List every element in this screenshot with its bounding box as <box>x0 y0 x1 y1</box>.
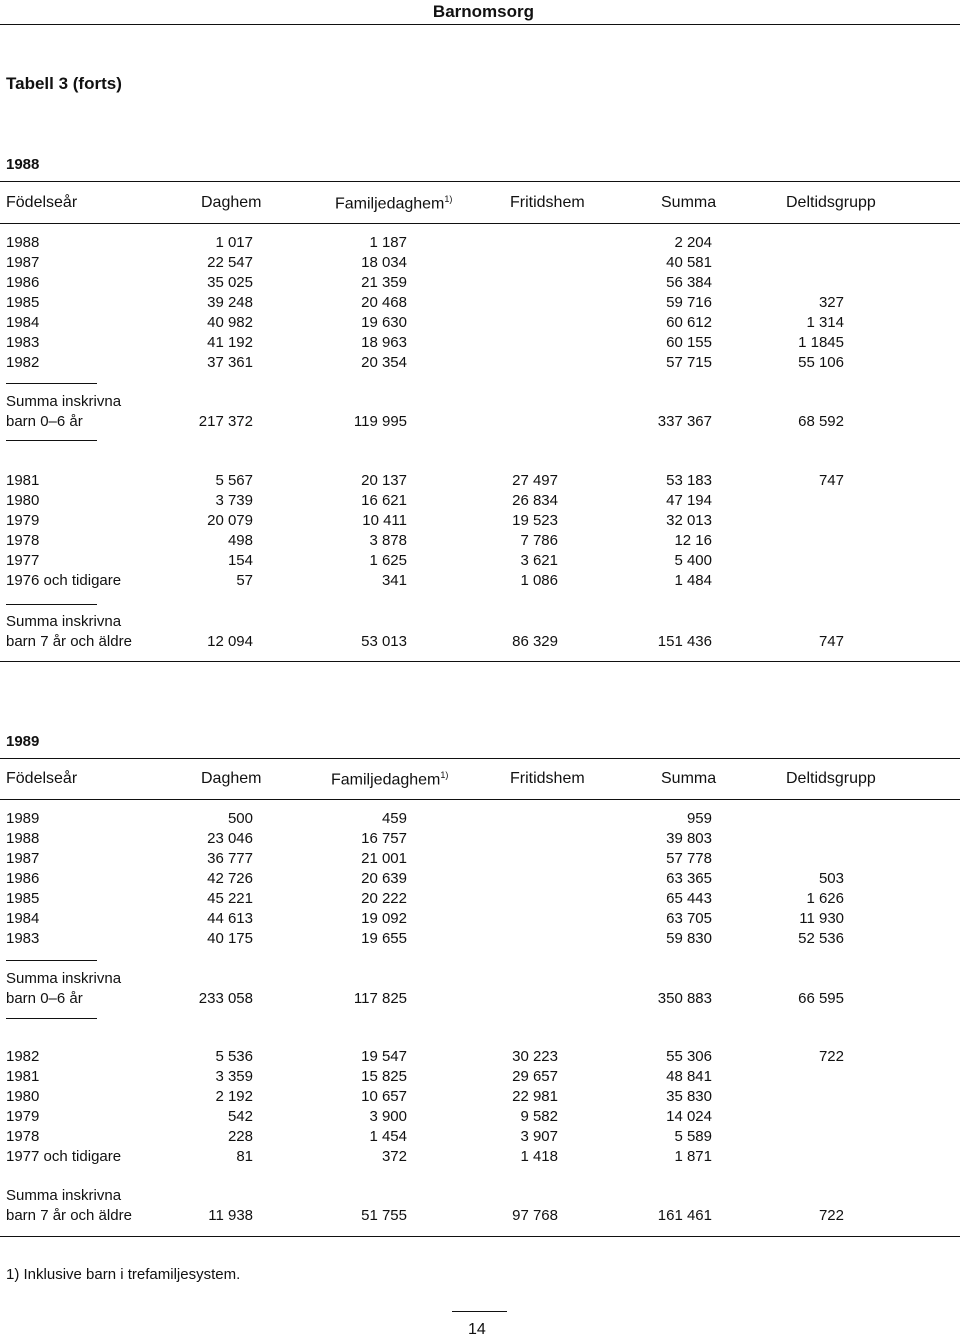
section-header: Barnomsorg <box>432 2 534 21</box>
row-label: 1978 <box>6 1128 40 1145</box>
table-row <box>0 1048 960 1068</box>
cell-value: 19 630 <box>361 314 407 331</box>
cell-value: 722 <box>818 1048 844 1065</box>
cell-value: 32 013 <box>666 512 712 529</box>
cell-value: 39 803 <box>666 830 712 847</box>
cell-value: 81 <box>236 1148 253 1165</box>
row-label: 1987 <box>6 850 40 867</box>
row-label: 1976 och tidigare <box>6 572 122 589</box>
header-rule <box>0 24 960 25</box>
cell-value: 747 <box>818 472 844 489</box>
cell-value: 35 025 <box>207 274 253 291</box>
cell-value: 1 187 <box>369 234 407 251</box>
table-row <box>0 532 960 552</box>
sum-rule <box>6 440 97 441</box>
cell-value: 18 963 <box>361 334 407 351</box>
cell-value: 20 222 <box>361 890 407 907</box>
table-row <box>0 234 960 254</box>
cell-value: 16 621 <box>361 492 407 509</box>
row-label: 1982 <box>6 1048 40 1065</box>
sum-row-7plus-1989: barn 7 år och äldre 11 938 51 755 97 768 161 461 722 <box>6 1207 844 1224</box>
cell-value: 9 582 <box>520 1108 558 1125</box>
cell-value: 154 <box>227 552 253 569</box>
table-row <box>0 1128 960 1148</box>
table-title: Tabell 3 (forts) <box>6 74 122 93</box>
section-end-rule-1988 <box>0 661 960 662</box>
col-header-fritidshem: Fritidshem <box>510 770 585 787</box>
cell-value: 21 001 <box>361 850 407 867</box>
cell-value: 1 314 <box>806 314 844 331</box>
table-row <box>0 354 960 374</box>
col-header-deltidsgrupp: Deltidsgrupp <box>786 194 876 211</box>
page-number: 14 <box>468 1321 486 1338</box>
table-row <box>0 890 960 910</box>
cell-value: 57 715 <box>666 354 712 371</box>
col-header-daghem: Daghem <box>201 770 262 787</box>
cell-value: 39 248 <box>207 294 253 311</box>
row-label: 1982 <box>6 354 40 371</box>
sum-row-0-6-1988: barn 0–6 år 217 372 119 995 337 367 68 592 <box>6 413 844 430</box>
year-heading-1989: 1989 <box>6 733 40 750</box>
cell-value: 20 468 <box>361 294 407 311</box>
cell-value: 20 354 <box>361 354 407 371</box>
cell-value: 15 825 <box>361 1068 407 1085</box>
sum-row-label1: Summa inskrivna <box>6 970 122 987</box>
table-row <box>0 1148 960 1168</box>
sum-rule <box>6 604 97 605</box>
row-label: 1986 <box>6 870 40 887</box>
sum-row-7plus-1988: barn 7 år och äldre 12 094 53 013 86 329 151 436 747 <box>6 633 844 650</box>
row-label: 1981 <box>6 1068 40 1085</box>
table-row <box>0 472 960 492</box>
cell-value: 16 757 <box>361 830 407 847</box>
cell-value: 63 365 <box>666 870 712 887</box>
cell-value: 52 536 <box>798 930 844 947</box>
cell-value: 3 900 <box>369 1108 407 1125</box>
cell-value: 37 361 <box>207 354 253 371</box>
cell-value: 1 626 <box>806 890 844 907</box>
column-header-row-1988 <box>0 194 960 214</box>
col-header-daghem: Daghem <box>201 194 262 211</box>
cell-value: 45 221 <box>207 890 253 907</box>
cell-value: 1 484 <box>674 572 712 589</box>
cell-value: 498 <box>227 532 253 549</box>
cell-value: 959 <box>686 810 712 827</box>
page-number-rule <box>452 1311 507 1312</box>
col-header-deltidsgrupp: Deltidsgrupp <box>786 770 876 787</box>
table-row <box>0 314 960 334</box>
section-rule-1988 <box>0 181 960 182</box>
cell-value: 35 830 <box>666 1088 712 1105</box>
col-header-birthyear: Födelseår <box>6 770 78 787</box>
cell-value: 36 777 <box>207 850 253 867</box>
cell-value: 65 443 <box>666 890 712 907</box>
row-label: 1979 <box>6 512 40 529</box>
cell-value: 14 024 <box>666 1108 712 1125</box>
cell-value: 20 079 <box>207 512 253 529</box>
cell-value: 11 930 <box>799 910 844 927</box>
cell-value: 3 878 <box>369 532 407 549</box>
col-header-summa: Summa <box>661 194 717 211</box>
cell-value: 40 982 <box>207 314 253 331</box>
col-header-familjedaghem: Familjedaghem$^{1)}$ <box>335 194 453 213</box>
column-header-rule-1988 <box>0 223 960 224</box>
cell-value: 18 034 <box>361 254 407 271</box>
cell-value: 503 <box>818 870 844 887</box>
row-label: 1980 <box>6 1088 40 1105</box>
sum-row-0-6-1989: barn 0–6 år 233 058 117 825 350 883 66 595 <box>6 990 844 1007</box>
row-label: 1985 <box>6 294 40 311</box>
cell-value: 459 <box>381 810 407 827</box>
cell-value: 40 581 <box>666 254 712 271</box>
cell-value: 56 384 <box>666 274 712 291</box>
cell-value: 19 547 <box>361 1048 407 1065</box>
col-header-fritidshem: Fritidshem <box>510 194 585 211</box>
cell-value: 2 192 <box>215 1088 253 1105</box>
cell-value: 12 16 <box>674 532 712 549</box>
row-label: 1977 och tidigare <box>6 1148 122 1165</box>
cell-value: 10 411 <box>362 512 407 529</box>
cell-value: 5 589 <box>674 1128 712 1145</box>
cell-value: 1 625 <box>369 552 407 569</box>
cell-value: 1 418 <box>520 1148 558 1165</box>
row-label: 1977 <box>6 552 40 569</box>
table-row <box>0 1088 960 1108</box>
cell-value: 57 <box>236 572 253 589</box>
cell-value: 44 613 <box>207 910 253 927</box>
table-row <box>0 552 960 572</box>
cell-value: 21 359 <box>361 274 407 291</box>
cell-value: 57 778 <box>666 850 712 867</box>
cell-value: 1 1845 <box>798 334 844 351</box>
row-label: 1987 <box>6 254 40 271</box>
cell-value: 48 841 <box>666 1068 712 1085</box>
row-label: 1988 <box>6 234 40 251</box>
cell-value: 30 223 <box>512 1048 558 1065</box>
row-label: 1984 <box>6 314 40 331</box>
row-label: 1984 <box>6 910 40 927</box>
cell-value: 3 621 <box>520 552 558 569</box>
footnote: 1) Inklusive barn i trefamiljesystem. <box>6 1266 241 1283</box>
cell-value: 542 <box>227 1108 253 1125</box>
cell-value: 59 716 <box>666 294 712 311</box>
row-label: 1981 <box>6 472 40 489</box>
cell-value: 3 739 <box>215 492 253 509</box>
cell-value: 22 981 <box>512 1088 558 1105</box>
table-row <box>0 870 960 890</box>
cell-value: 53 183 <box>666 472 712 489</box>
table-row <box>0 294 960 314</box>
sum-row-label1: Summa inskrivna <box>6 613 122 630</box>
cell-value: 40 175 <box>207 930 253 947</box>
cell-value: 10 657 <box>361 1088 407 1105</box>
row-label: 1980 <box>6 492 40 509</box>
sum-rule <box>6 383 97 384</box>
sum-rule <box>6 960 97 961</box>
cell-value: 3 359 <box>215 1068 253 1085</box>
row-label: 1983 <box>6 930 40 947</box>
table-row <box>0 334 960 354</box>
cell-value: 2 204 <box>674 234 712 251</box>
row-label: 1986 <box>6 274 40 291</box>
col-header-summa: Summa <box>661 770 717 787</box>
cell-value: 29 657 <box>512 1068 558 1085</box>
cell-value: 47 194 <box>666 492 712 509</box>
section-end-rule-1989 <box>0 1236 960 1237</box>
column-header-row-1989 <box>0 770 960 790</box>
row-label: 1985 <box>6 890 40 907</box>
row-label: 1983 <box>6 334 40 351</box>
year-heading-1988: 1988 <box>6 156 40 173</box>
table-row <box>0 850 960 870</box>
table-row <box>0 512 960 532</box>
table-row <box>0 810 960 830</box>
row-label: 1989 <box>6 810 40 827</box>
table-row <box>0 910 960 930</box>
col-header-birthyear: Födelseår <box>6 194 78 211</box>
cell-value: 327 <box>818 294 844 311</box>
table-row <box>0 274 960 294</box>
cell-value: 1 017 <box>215 234 253 251</box>
cell-value: 63 705 <box>666 910 712 927</box>
cell-value: 1 454 <box>369 1128 407 1145</box>
cell-value: 500 <box>227 810 253 827</box>
cell-value: 1 086 <box>520 572 558 589</box>
cell-value: 41 192 <box>207 334 253 351</box>
table-row <box>0 254 960 274</box>
cell-value: 5 400 <box>674 552 712 569</box>
sum-row-label1: Summa inskrivna <box>6 393 122 410</box>
cell-value: 228 <box>227 1128 253 1145</box>
table-row <box>0 1068 960 1088</box>
cell-value: 23 046 <box>207 830 253 847</box>
cell-value: 60 155 <box>666 334 712 351</box>
cell-value: 42 726 <box>207 870 253 887</box>
table-row <box>0 492 960 512</box>
cell-value: 1 871 <box>674 1148 712 1165</box>
cell-value: 22 547 <box>207 254 253 271</box>
cell-value: 3 907 <box>520 1128 558 1145</box>
row-label: 1978 <box>6 532 40 549</box>
cell-value: 27 497 <box>512 472 558 489</box>
cell-value: 55 306 <box>666 1048 712 1065</box>
row-label: 1979 <box>6 1108 40 1125</box>
cell-value: 59 830 <box>666 930 712 947</box>
cell-value: 19 523 <box>512 512 558 529</box>
cell-value: 372 <box>381 1148 407 1165</box>
cell-value: 19 655 <box>361 930 407 947</box>
row-label: 1988 <box>6 830 40 847</box>
table-row <box>0 930 960 950</box>
cell-value: 26 834 <box>512 492 558 509</box>
col-header-familjedaghem: Familjedaghem$^{1)}$ <box>331 770 449 789</box>
cell-value: 60 612 <box>666 314 712 331</box>
column-header-rule-1989 <box>0 799 960 800</box>
section-rule-1989 <box>0 758 960 759</box>
table-row <box>0 1108 960 1128</box>
cell-value: 19 092 <box>361 910 407 927</box>
cell-value: 5 567 <box>215 472 253 489</box>
cell-value: 20 137 <box>361 472 407 489</box>
sum-row-label1: Summa inskrivna <box>6 1187 122 1204</box>
table-row <box>0 572 960 592</box>
cell-value: 341 <box>381 572 407 589</box>
cell-value: 55 106 <box>798 354 844 371</box>
cell-value: 20 639 <box>361 870 407 887</box>
table-row <box>0 830 960 850</box>
cell-value: 7 786 <box>520 532 558 549</box>
sum-rule <box>6 1018 97 1019</box>
cell-value: 5 536 <box>215 1048 253 1065</box>
